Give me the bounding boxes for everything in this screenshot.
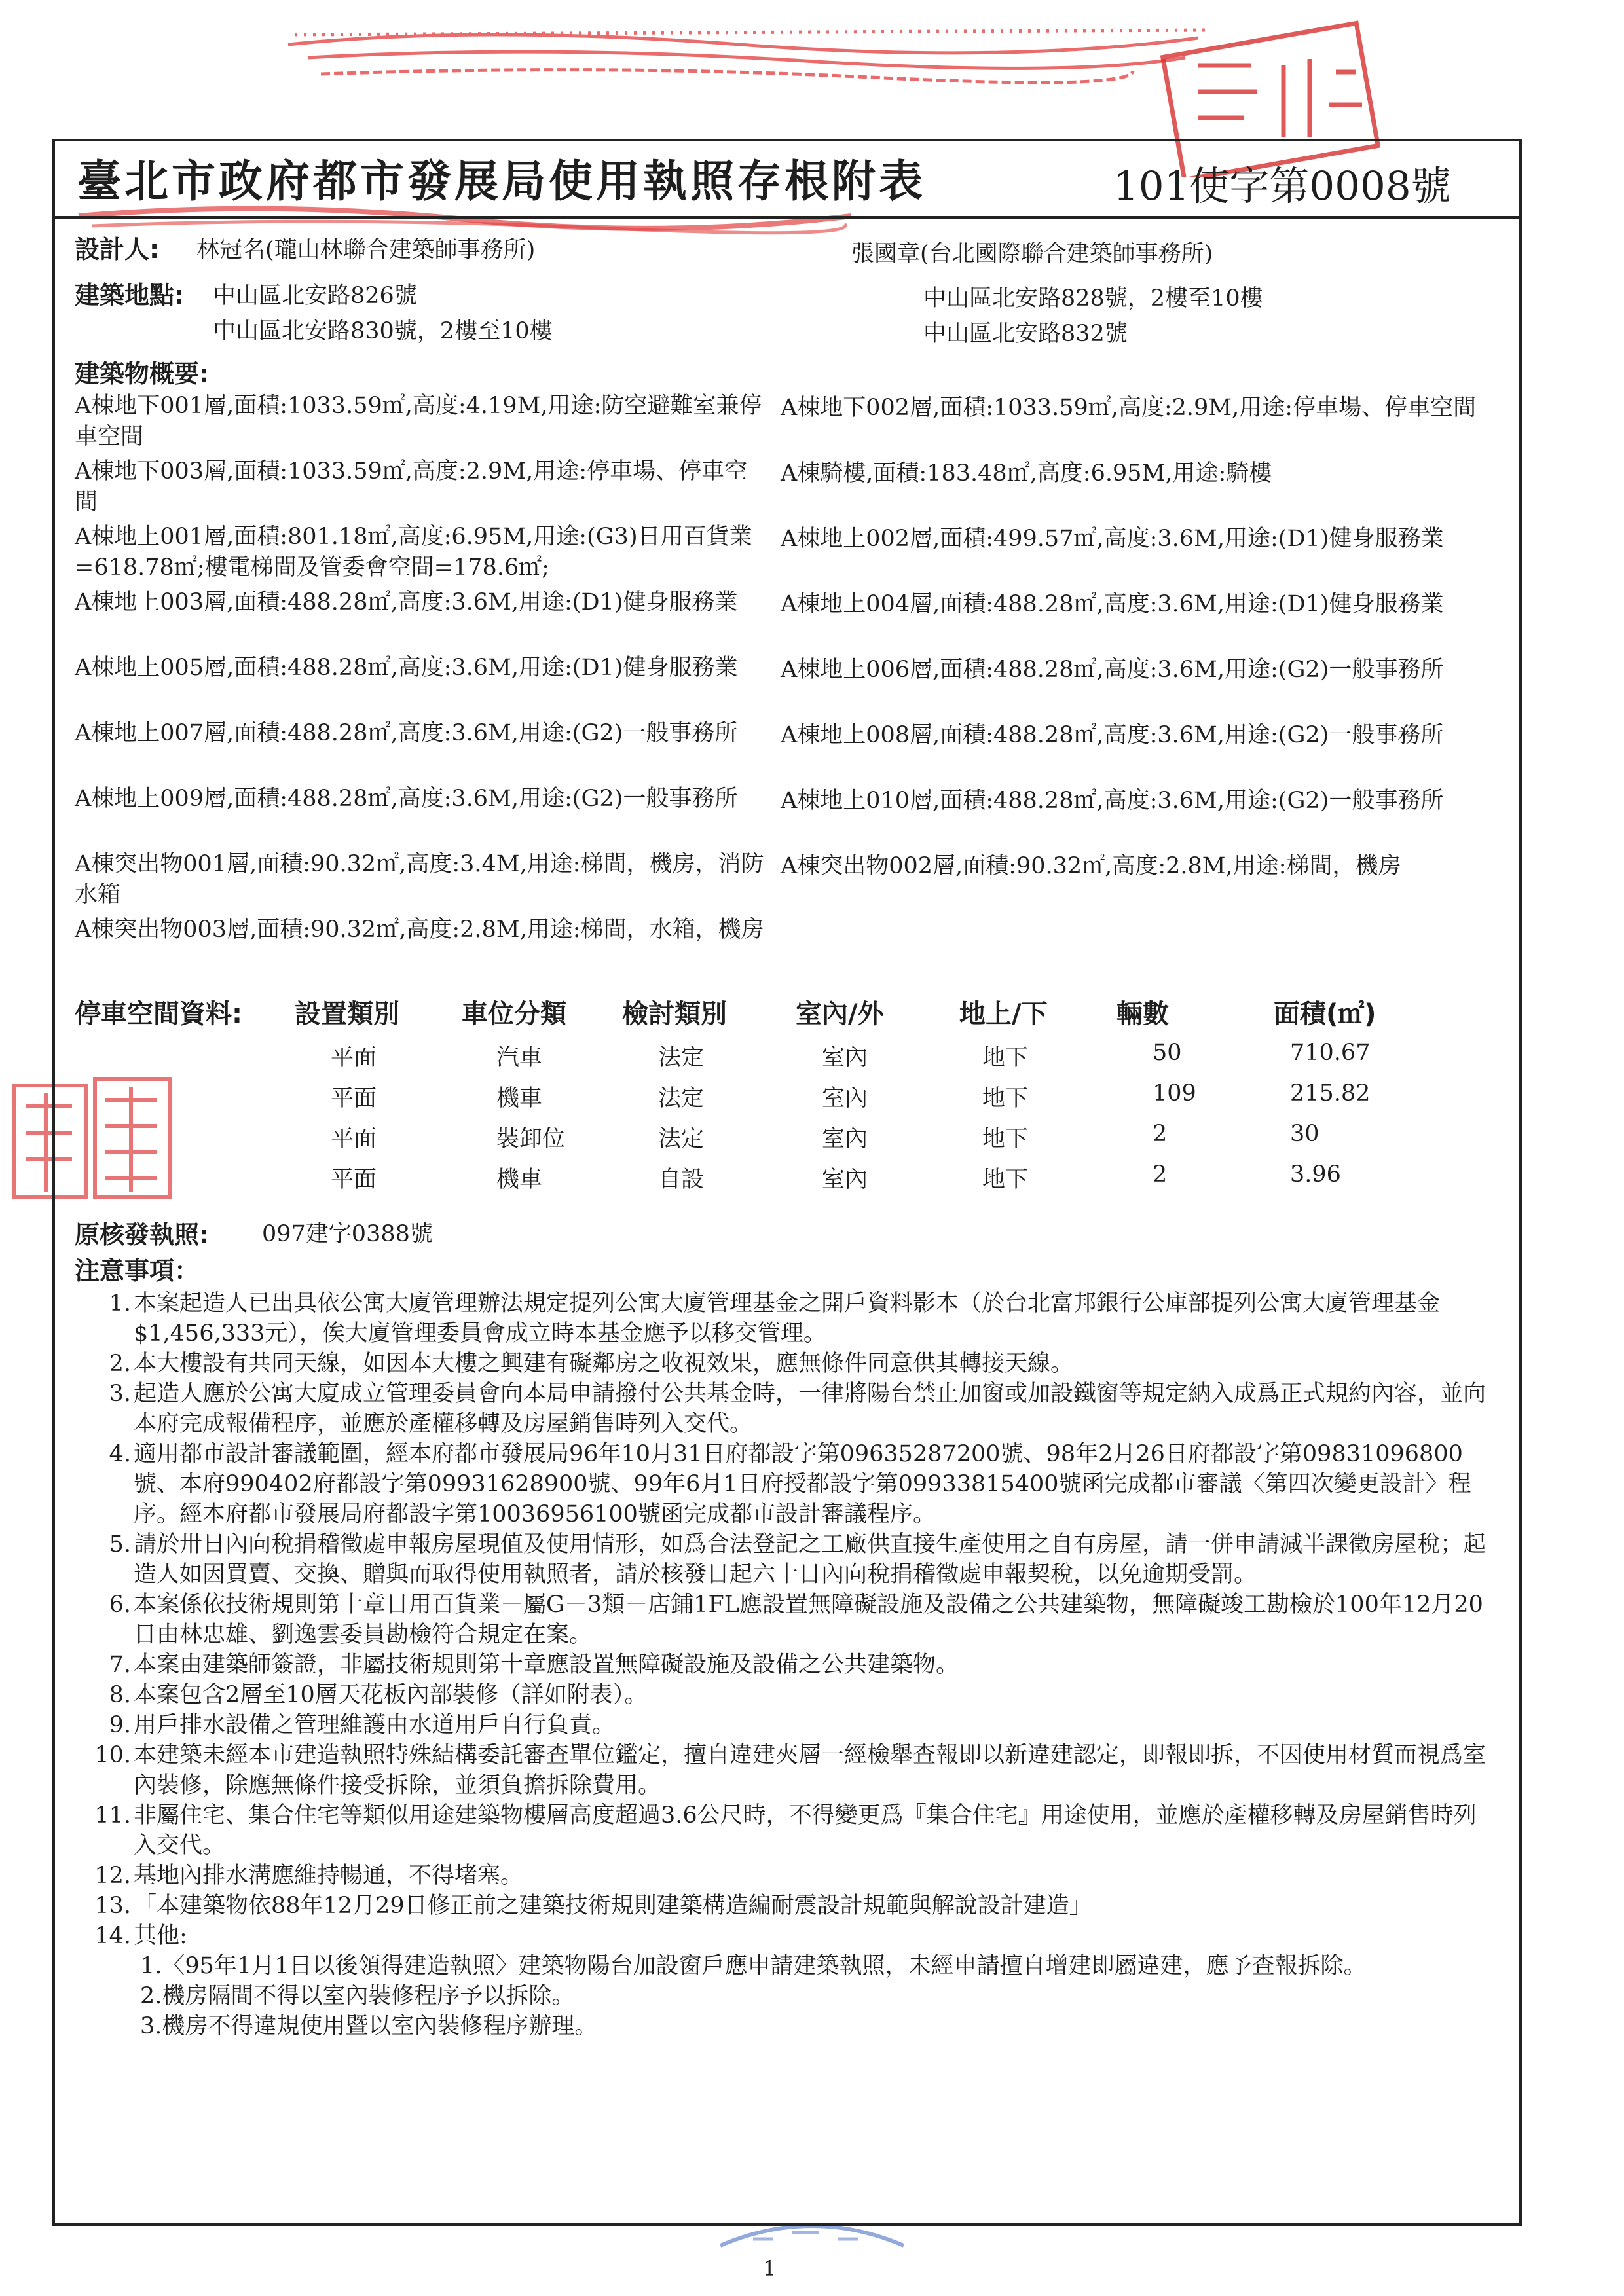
overview-right-item: A棟地下002層,面積:1033.59㎡,高度:2.9M,用途:停車場、停車空間 — [781, 395, 1477, 421]
parking-cell: 室內 — [822, 1126, 868, 1152]
parking-cell: 30 — [1290, 1121, 1320, 1147]
note-text: 基地內排水溝應維持暢通，不得堵塞。 — [134, 1863, 524, 1889]
note-item — [92, 1529, 1496, 1590]
parking-header: 輛數 — [1116, 999, 1169, 1029]
parking-cell: 平面 — [331, 1085, 377, 1112]
note-text: 本案起造人已出具依公寓大廈管理辦法規定提列公寓大廈管理基金之開戶資料影本（於台北富邦銀行公庫部提列公寓大廈管理基金$1,456,333元），俟大廈管理委員會成立時本基金應予以移交管理。 — [134, 1290, 1441, 1347]
location-item: 中山區北安路832號 — [923, 321, 1128, 347]
note-number: 5. — [109, 1531, 131, 1558]
note-number: 11. — [94, 1802, 131, 1829]
parking-cell: 平面 — [331, 1167, 377, 1193]
overview-left-item: A棟地下001層,面積:1033.59㎡,高度:4.19M,用途:防空避難室兼停車空間 — [75, 393, 762, 450]
note-item — [92, 1439, 1496, 1529]
note-item — [92, 1650, 1496, 1680]
parking-cell: 法定 — [658, 1085, 705, 1112]
parking-cell: 2 — [1153, 1161, 1168, 1188]
note-item — [92, 1710, 1496, 1740]
red-ink-scribble-top — [282, 18, 1218, 90]
note-number: 6. — [109, 1592, 131, 1618]
parking-cell: 平面 — [331, 1126, 377, 1152]
parking-cell: 法定 — [658, 1045, 705, 1071]
parking-cell: 法定 — [658, 1126, 705, 1152]
overview-right-item: A棟地上002層,面積:499.57㎡,高度:3.6M,用途:(D1)健身服務業 — [781, 526, 1444, 552]
parking-cell: 地下 — [982, 1167, 1029, 1193]
note-number: 1. — [109, 1290, 131, 1317]
parking-cell: 室內 — [822, 1167, 868, 1193]
note-number: 4. — [109, 1441, 131, 1467]
note-item — [92, 1800, 1496, 1861]
parking-cell: 自設 — [658, 1167, 705, 1193]
note-number: 13. — [94, 1893, 131, 1919]
overview-right-item: A棟地上004層,面積:488.28㎡,高度:3.6M,用途:(D1)健身服務業 — [781, 591, 1444, 617]
parking-cell: 機車 — [496, 1167, 543, 1193]
parking-cell: 2 — [1153, 1121, 1168, 1147]
parking-cell: 汽車 — [496, 1045, 543, 1071]
parking-cell: 室內 — [822, 1045, 868, 1071]
note-item — [92, 1891, 1496, 1921]
note-item — [92, 1379, 1496, 1439]
note-item — [92, 1861, 1496, 1891]
note-text: 用戶排水設備之管理維護由水道用戶自行負責。 — [134, 1712, 616, 1738]
overview-right-item: A棟地上008層,面積:488.28㎡,高度:3.6M,用途:(G2)一般事務所 — [781, 722, 1444, 748]
note-text: 適用都市設計審議範圍，經本府都市發展局96年10月31日府都設字第09635287200號、98年2月26日府都設字第09831096800號、本府990402府都設字第09931628900號、99年6月1日府授都設字第09933815400號函完成都市審議〈第四次變更設計〉程序。經本府都市發展局府都設字第10036956100號函完成都市設計審議程序。 — [134, 1441, 1471, 1527]
parking-header: 車位分類 — [462, 999, 566, 1029]
parking-cell: 215.82 — [1290, 1080, 1371, 1106]
parking-cell: 109 — [1153, 1080, 1196, 1106]
note-number: 7. — [109, 1652, 131, 1678]
overview-left-item: A棟地下003層,面積:1033.59㎡,高度:2.9M,用途:停車場、停車空間 — [75, 458, 748, 515]
note-text: 本建築未經本市建造執照特殊結構委託審查單位鑑定，擅自違建夾層一經檢舉查報即以新違建認定，即報即拆，不因使用材質而視爲室內裝修，除應無條件接受拆除，並須負擔拆除費用。 — [134, 1742, 1486, 1798]
page-number: 1 — [763, 2256, 777, 2281]
note-item — [92, 1288, 1496, 1349]
note-text: 「本建築物依88年12月29日修正前之建築技術規則建築構造編耐震設計規範與解說設計建造」 — [134, 1893, 1092, 1919]
overview-right-item: A棟地上006層,面積:488.28㎡,高度:3.6M,用途:(G2)一般事務所 — [781, 657, 1444, 683]
location-item: 中山區北安路830號，2樓至10樓 — [213, 318, 553, 344]
parking-header: 檢討類別 — [622, 999, 727, 1029]
header-divider — [52, 216, 1522, 219]
note-number: 9. — [109, 1712, 131, 1738]
parking-header: 設置類別 — [295, 999, 399, 1029]
location-item: 中山區北安路826號 — [213, 283, 417, 309]
note-text: 請於卅日內向稅捐稽徵處申報房屋現值及使用情形，如爲合法登記之工廠供直接生產使用之自有房屋，請一併申請減半課徵房屋稅；起造人如因買賣、交換、贈與而取得使用執照者，請於核發日起六十日內向稅捐稽徵處申報契稅，以免逾期受罰。 — [134, 1531, 1486, 1588]
parking-cell: 地下 — [982, 1045, 1029, 1071]
note-text: 本大樓設有共同天線，如因本大樓之興建有礙鄰房之收視效果，應無條件同意供其轉接天線。 — [134, 1351, 1074, 1377]
note-text: 起造人應於公寓大廈成立管理委員會向本局申請撥付公共基金時，一律將陽台禁止加窗或加設鐵窗等規定納入成爲正式規約內容，並向本府完成報備程序，並應於產權移轉及房屋銷售時列入交代。 — [134, 1381, 1486, 1437]
parking-cell: 室內 — [822, 1085, 868, 1112]
note-text: 本案由建築師簽證，非屬技術規則第十章應設置無障礙設施及設備之公共建築物。 — [134, 1652, 959, 1678]
overview-left-item: A棟地上007層,面積:488.28㎡,高度:3.6M,用途:(G2)一般事務所 — [75, 720, 738, 746]
note-text: 本案包含2層至10層天花板內部裝修（詳如附表）。 — [134, 1682, 648, 1708]
overview-left-item: A棟地上003層,面積:488.28㎡,高度:3.6M,用途:(D1)健身服務業 — [75, 589, 738, 615]
note-item — [92, 1680, 1496, 1710]
note-text: 其他: — [134, 1923, 187, 1949]
note-sub-item: 2.機房隔間不得以室內裝修程序予以拆除。 — [140, 1983, 575, 2009]
permit-number: 101使字第0008號 — [1113, 163, 1451, 210]
note-number: 14. — [94, 1923, 131, 1949]
notes-list — [92, 1288, 1496, 2041]
parking-cell: 平面 — [331, 1045, 377, 1071]
parking-header: 室內/外 — [796, 999, 884, 1029]
designer-left: 林冠名(瓏山林聯合建築師事務所) — [196, 237, 536, 263]
parking-cell: 3.96 — [1290, 1161, 1341, 1188]
parking-header: 面積(㎡) — [1274, 999, 1376, 1029]
note-sub-item: 3.機房不得違規使用暨以室內裝修程序辦理。 — [140, 2013, 598, 2039]
parking-cell: 地下 — [982, 1126, 1029, 1152]
overview-label: 建築物概要: — [75, 359, 210, 388]
overview-left-item: A棟地上005層,面積:488.28㎡,高度:3.6M,用途:(D1)健身服務業 — [75, 655, 738, 681]
note-item — [92, 1590, 1496, 1650]
parking-cell: 地下 — [982, 1085, 1029, 1112]
document-title: 臺北市政府都市發展局使用執照存根附表 — [77, 155, 926, 207]
overview-left-item: A棟突出物001層,面積:90.32㎡,高度:3.4M,用途:梯間，機房，消防水箱 — [75, 851, 764, 908]
note-number: 2. — [109, 1351, 131, 1377]
parking-cell: 710.67 — [1290, 1040, 1371, 1066]
parking-cell: 機車 — [496, 1085, 543, 1112]
overview-left-item: A棟地上009層,面積:488.28㎡,高度:3.6M,用途:(G2)一般事務所 — [75, 786, 738, 812]
note-number: 3. — [109, 1381, 131, 1407]
parking-cell: 50 — [1153, 1040, 1182, 1066]
location-item: 中山區北安路828號，2樓至10樓 — [923, 285, 1263, 312]
overview-left-item: A棟突出物003層,面積:90.32㎡,高度:2.8M,用途:梯間，水箱，機房 — [75, 917, 764, 943]
designers-label: 設計人: — [75, 235, 160, 264]
note-sub-item: 1.〈95年1月1日以後領得建造執照〉建築物陽台加設窗戶應申請建築執照，未經申請擅自增建即屬違建，應予查報拆除。 — [140, 1953, 1367, 1979]
note-number: 8. — [109, 1682, 131, 1708]
overview-right-item: A棟地上010層,面積:488.28㎡,高度:3.6M,用途:(G2)一般事務所 — [781, 788, 1444, 814]
note-text: 非屬住宅、集合住宅等類似用途建築物樓層高度超過3.6公尺時，不得變更爲『集合住宅』用途使用，並應於產權移轉及房屋銷售時列入交代。 — [134, 1802, 1477, 1859]
overview-right-item: A棟突出物002層,面積:90.32㎡,高度:2.8M,用途:梯間，機房 — [781, 853, 1401, 879]
note-item — [92, 1349, 1496, 1379]
note-text: 本案係依技術規則第十章日用百貨業－屬G－3類－店鋪1FL應設置無障礙設施及設備之公共建築物，無障礙竣工勘檢於100年12月20日由林忠雄、劉逸雲委員勘檢符合規定在案。 — [134, 1592, 1483, 1648]
parking-label: 停車空間資料: — [75, 999, 242, 1029]
note-item — [92, 1740, 1496, 1800]
overview-right-item: A棟騎樓,面積:183.48㎡,高度:6.95M,用途:騎樓 — [781, 460, 1272, 486]
original-license-label: 原核發執照: — [75, 1220, 210, 1249]
parking-header: 地上/下 — [959, 999, 1048, 1029]
note-number: 10. — [94, 1742, 131, 1768]
overview-left-item: A棟地上001層,面積:801.18㎡,高度:6.95M,用途:(G3)日用百貨業=618.78㎡;樓電梯間及管委會空間=178.6㎡; — [75, 524, 752, 581]
location-label: 建築地點: — [75, 281, 185, 310]
original-license-value: 097建字0388號 — [262, 1221, 433, 1247]
parking-cell: 裝卸位 — [496, 1126, 566, 1152]
note-item — [92, 1921, 1496, 1951]
notes-label: 注意事項： — [75, 1256, 200, 1285]
designer-right: 張國章(台北國際聯合建築師事務所) — [851, 241, 1213, 267]
note-number: 12. — [94, 1863, 131, 1889]
